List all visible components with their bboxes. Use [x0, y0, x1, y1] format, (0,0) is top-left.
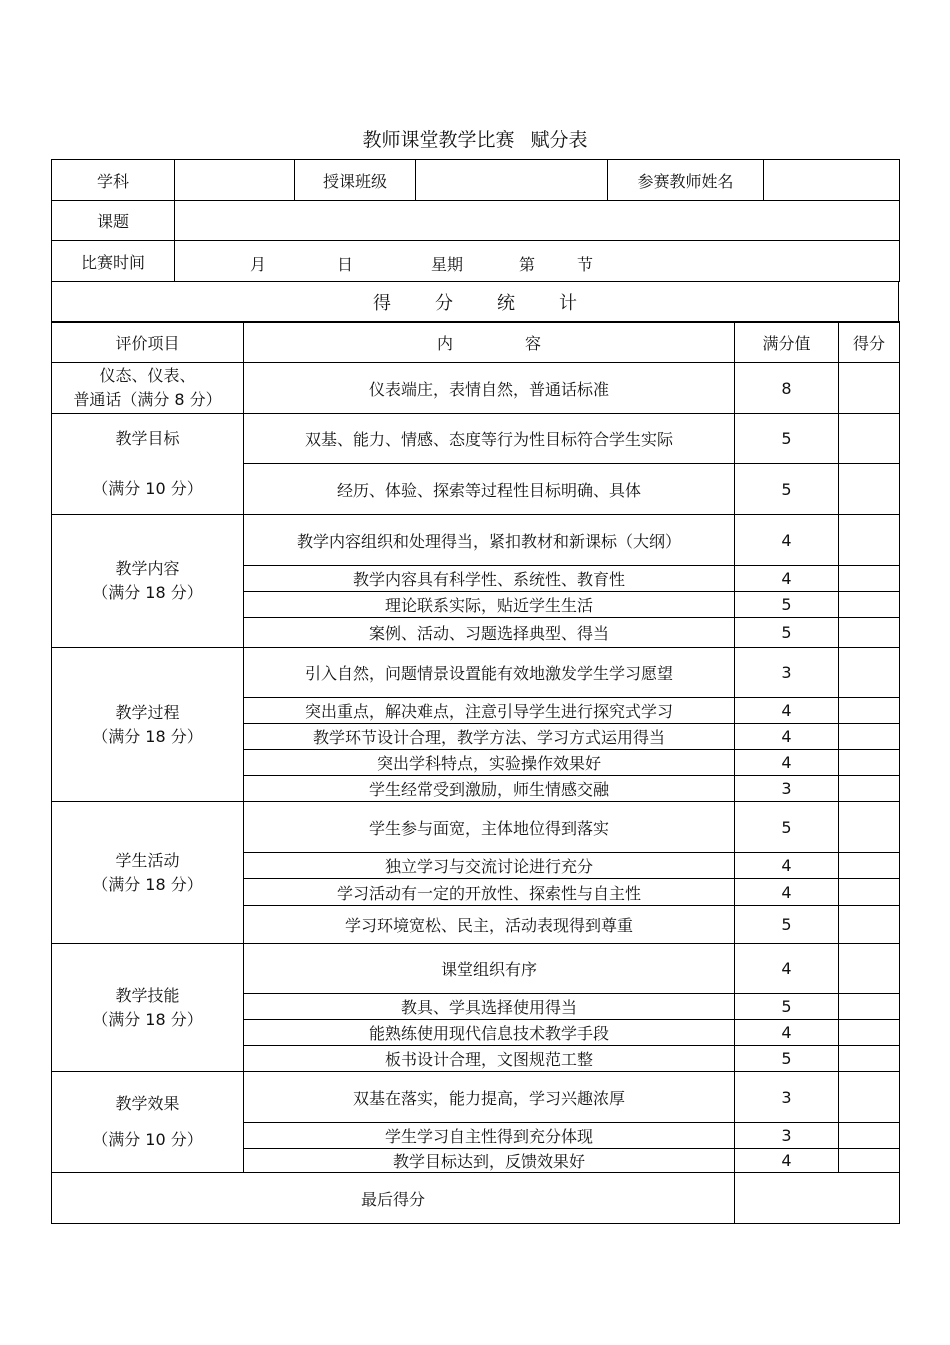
score-field[interactable]	[839, 618, 900, 648]
criteria-content: 教学目标达到，反馈效果好	[244, 1149, 735, 1173]
group-label	[52, 1072, 244, 1173]
group-label-line: 普通话（满分 8 分）	[73, 390, 222, 409]
criteria-content: 仪表端庄，表情自然，普通话标准	[244, 363, 735, 414]
teacher-field[interactable]	[764, 160, 900, 201]
stats-title-table	[51, 281, 899, 323]
score-field[interactable]	[839, 1046, 900, 1072]
col-content-a: 内	[436, 333, 453, 353]
group-label	[52, 648, 244, 802]
score-field[interactable]	[839, 944, 900, 994]
title-main: 教师课堂教学比赛	[362, 129, 515, 151]
full-score: 4	[735, 1020, 839, 1046]
col-content-b: 容	[525, 333, 542, 353]
group-label-line: 仪态、仪表、	[99, 366, 196, 385]
time-period-a: 第	[519, 255, 536, 274]
full-score: 5	[735, 1046, 839, 1072]
score-field[interactable]	[839, 802, 900, 853]
criteria-content: 学生经常受到激励，师生情感交融	[244, 776, 735, 802]
full-score: 3	[735, 1123, 839, 1149]
criteria-content: 突出重点，解决难点，注意引导学生进行探究式学习	[244, 698, 735, 724]
group-label	[52, 363, 244, 414]
criteria-content: 学生学习自主性得到充分体现	[244, 1123, 735, 1149]
class-field[interactable]	[416, 160, 608, 201]
criteria-content: 经历、体验、探索等过程性目标明确、具体	[244, 464, 735, 515]
full-score: 3	[735, 648, 839, 698]
criteria-content: 学习活动有一定的开放性、探索性与自主性	[244, 879, 735, 906]
group-label	[52, 802, 244, 944]
score-field[interactable]	[839, 1123, 900, 1149]
time-period-b: 节	[577, 255, 594, 274]
score-field[interactable]	[839, 879, 900, 906]
group-label-line: 教学技能	[115, 985, 180, 1005]
score-field[interactable]	[839, 515, 900, 566]
score-field[interactable]	[839, 464, 900, 515]
score-field[interactable]	[839, 698, 900, 724]
full-score: 4	[735, 853, 839, 879]
group-label	[52, 515, 244, 648]
score-field[interactable]	[839, 994, 900, 1020]
full-score: 4	[735, 515, 839, 566]
group-label-line: 教学效果	[115, 1094, 180, 1113]
subject-label: 学科	[52, 160, 175, 201]
criteria-content: 突出学科特点，实验操作效果好	[244, 750, 735, 776]
subject-field[interactable]	[175, 160, 295, 201]
full-score: 8	[735, 363, 839, 414]
group-label-line: （满分 18 分）	[92, 1009, 203, 1029]
score-field[interactable]	[839, 1072, 900, 1123]
group-label-line: （满分 10 分）	[92, 1130, 203, 1149]
full-score: 4	[735, 724, 839, 750]
criteria-content: 课堂组织有序	[244, 944, 735, 994]
col-item: 评价项目	[52, 322, 244, 363]
full-score: 5	[735, 618, 839, 648]
full-score: 5	[735, 414, 839, 464]
header-table	[51, 159, 900, 282]
full-score: 5	[735, 464, 839, 515]
score-field[interactable]	[839, 648, 900, 698]
stats-title	[52, 282, 899, 323]
title-suffix: 赋分表	[530, 129, 588, 151]
time-field[interactable]	[175, 241, 900, 282]
group-label-line: （满分 18 分）	[92, 874, 203, 894]
stats-char: 得	[373, 293, 391, 314]
full-score: 4	[735, 566, 839, 592]
full-score: 4	[735, 944, 839, 994]
full-score: 4	[735, 750, 839, 776]
full-score: 4	[735, 1149, 839, 1173]
criteria-content: 双基、能力、情感、态度等行为性目标符合学生实际	[244, 414, 735, 464]
full-score: 5	[735, 906, 839, 944]
criteria-content: 能熟练使用现代信息技术教学手段	[244, 1020, 735, 1046]
full-score: 4	[735, 698, 839, 724]
score-field[interactable]	[839, 363, 900, 414]
criteria-content: 教学内容组织和处理得当，紧扣教材和新课标（大纲）	[244, 515, 735, 566]
topic-field[interactable]	[175, 201, 900, 241]
criteria-content: 教学环节设计合理，教学方法、学习方式运用得当	[244, 724, 735, 750]
full-score: 4	[735, 879, 839, 906]
time-month: 月	[250, 255, 267, 274]
score-field[interactable]	[839, 414, 900, 464]
criteria-content: 学生参与面宽，主体地位得到落实	[244, 802, 735, 853]
full-score: 3	[735, 1072, 839, 1123]
stats-char: 分	[435, 293, 453, 314]
score-field[interactable]	[839, 724, 900, 750]
score-field[interactable]	[839, 566, 900, 592]
score-field[interactable]	[839, 1020, 900, 1046]
group-label-line: 教学内容	[115, 559, 180, 578]
stats-char: 计	[559, 293, 577, 314]
full-score: 5	[735, 592, 839, 618]
criteria-content: 独立学习与交流讨论进行充分	[244, 853, 735, 879]
class-label: 授课班级	[295, 160, 416, 201]
col-content	[244, 322, 735, 363]
group-label-line: （满分 10 分）	[92, 479, 203, 498]
full-score: 5	[735, 994, 839, 1020]
time-week: 星期	[431, 255, 464, 274]
final-score-label: 最后得分	[52, 1173, 735, 1224]
criteria-content: 理论联系实际，贴近学生生活	[244, 592, 735, 618]
final-score-field[interactable]	[735, 1173, 900, 1224]
full-score: 5	[735, 802, 839, 853]
criteria-content: 案例、活动、习题选择典型、得当	[244, 618, 735, 648]
score-field[interactable]	[839, 853, 900, 879]
group-label-line: 学生活动	[115, 850, 180, 870]
col-full: 满分值	[735, 322, 839, 363]
score-field[interactable]	[839, 776, 900, 802]
group-label-line: 教学过程	[115, 702, 180, 722]
full-score: 3	[735, 776, 839, 802]
criteria-content: 教具、学具选择使用得当	[244, 994, 735, 1020]
topic-label: 课题	[52, 201, 175, 241]
group-label	[52, 944, 244, 1072]
score-field[interactable]	[839, 750, 900, 776]
criteria-content: 学习环境宽松、民主，活动表现得到尊重	[244, 906, 735, 944]
score-field[interactable]	[839, 592, 900, 618]
time-day: 日	[337, 255, 354, 274]
criteria-content: 教学内容具有科学性、系统性、教育性	[244, 566, 735, 592]
criteria-content: 引入自然，问题情景设置能有效地激发学生学习愿望	[244, 648, 735, 698]
group-label	[52, 414, 244, 515]
stats-char: 统	[497, 293, 515, 314]
time-label: 比赛时间	[52, 241, 175, 282]
score-field[interactable]	[839, 1149, 900, 1173]
score-table	[51, 321, 900, 1224]
group-label-line: 教学目标	[115, 429, 180, 448]
group-label-line: （满分 18 分）	[92, 583, 203, 602]
criteria-content: 板书设计合理，文图规范工整	[244, 1046, 735, 1072]
score-field[interactable]	[839, 906, 900, 944]
page-title	[0, 124, 950, 156]
criteria-content: 双基在落实，能力提高，学习兴趣浓厚	[244, 1072, 735, 1123]
group-label-line: （满分 18 分）	[92, 726, 203, 746]
teacher-label: 参赛教师姓名	[608, 160, 764, 201]
col-score: 得分	[839, 322, 900, 363]
